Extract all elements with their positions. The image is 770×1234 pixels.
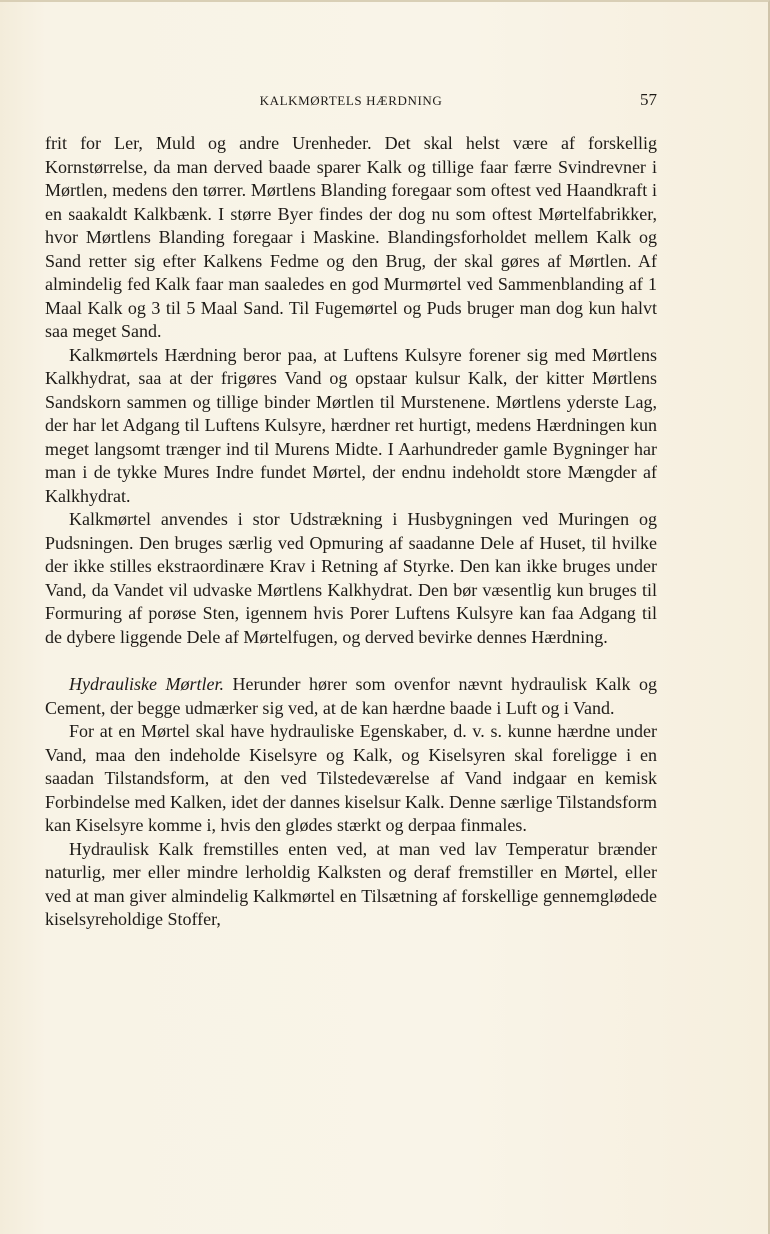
paragraph-hydraulisk-kalk: Hydraulisk Kalk fremstilles enten ved, at man ved lav Temperatur brænder naturlig, mer eller mindre lerholdig Kalksten og deraf fremstiller en Mørtel, eller ved at man giver almindelig Kalkmørtel en Tilsætning af forskellige gennemglødede kiselsyreholdige Stoffer, [45, 838, 657, 929]
paragraph-continued: frit for Ler, Muld og andre Urenheder. Det skal helst være af forskellig Kornstørrelse, da man derved baade sparer Kalk og tillige faar færre Svindrevner i Mørtlen, medens den tørrer. Mørtlens Blanding foregaar som oftest ved Haandkraft i en saakaldt Kalkbænk. I større Byer findes der dog nu som oftest Mørtelfabrikker, hvor Mørtlens Blanding foregaar i Maskine. Blandingsforholdet mellem Kalk og Sand retter sig efter Kalkens Fedme og den Brug, der skal gøres af Mørtlen. Af almindelig fed Kalk faar man saaledes en god Murmørtel ved Sammenblanding af 1 Maal Kalk og 3 til 5 Maal Sand. Til Fugemørtel og Puds bruger man dog kun halvt saa meget Sand. [45, 133, 657, 341]
paragraph-hydrauliske-text: Herunder hører som ovenfor nævnt hydraulisk Kalk og Cement, der begge udmærker sig ved, at de kan hærdne baade i Luft og i Vand. [45, 674, 657, 718]
page-header [45, 90, 657, 115]
section-heading-hydrauliske-mortler: Hydrauliske Mørtler. [69, 674, 224, 694]
body-text [45, 132, 657, 932]
section-break [45, 649, 657, 673]
paragraph-hydrauliske-mortler [45, 673, 657, 720]
paragraph-kalkmortel-haerdning: Kalkmørtels Hærdning beror paa, at Luftens Kulsyre forener sig med Mørtlens Kalkhydrat, saa at der frigøres Vand og opstaar kulsur Kalk, der kitter Mørtlens Sandskorn sammen og tillige binder Mørtlen til Murstenene. Mørtlens yderste Lag, der har let Adgang til Luftens Kulsyre, hærdner ret hurtigt, medens Hærdningen kun meget langsomt trænger ind til Murens Midte. I Aarhundreder gamle Bygninger har man i de tykke Mures Indre fundet Mørtel, der endnu indeholdt store Mængder af Kalkhydrat. [45, 344, 657, 506]
page-number: 57 [640, 90, 657, 109]
paragraph-hydrauliske-egenskaber: For at en Mørtel skal have hydrauliske Egenskaber, d. v. s. kunne hærdne under Vand, maa den indeholde Kiselsyre og Kalk, og Kiselsyren skal foreligge i en saadan Tilstandsform, at den ved Tilstedeværelse af Vand indgaar en kemisk Forbindelse med Kalken, idet der dannes kiselsur Kalk. Denne særlige Tilstandsform kan Kiselsyre komme i, hvis den glødes stærkt og derpaa finmales. [45, 721, 657, 835]
paragraph-kalkmortel-anvendelse: Kalkmørtel anvendes i stor Udstrækning i Husbygningen ved Muringen og Pudsningen. Den bruges særlig ved Opmuring af saadanne Dele af Huset, til hvilke der ikke stilles ekstraordinære Krav i Retning af Styrke. Den kan ikke bruges under Vand, da Vandet vil udvaske Mørtlens Kalkhydrat. Den bør væsentlig kun bruges til Formuring af porøse Sten, igennem hvis Porer Luftens Kulsyre kan faa Adgang til de dybere liggende Dele af Mørtelfugen, og derved bevirke dennes Hærdning. [45, 509, 657, 647]
running-title: KALKMØRTELS HÆRDNING [259, 93, 443, 108]
